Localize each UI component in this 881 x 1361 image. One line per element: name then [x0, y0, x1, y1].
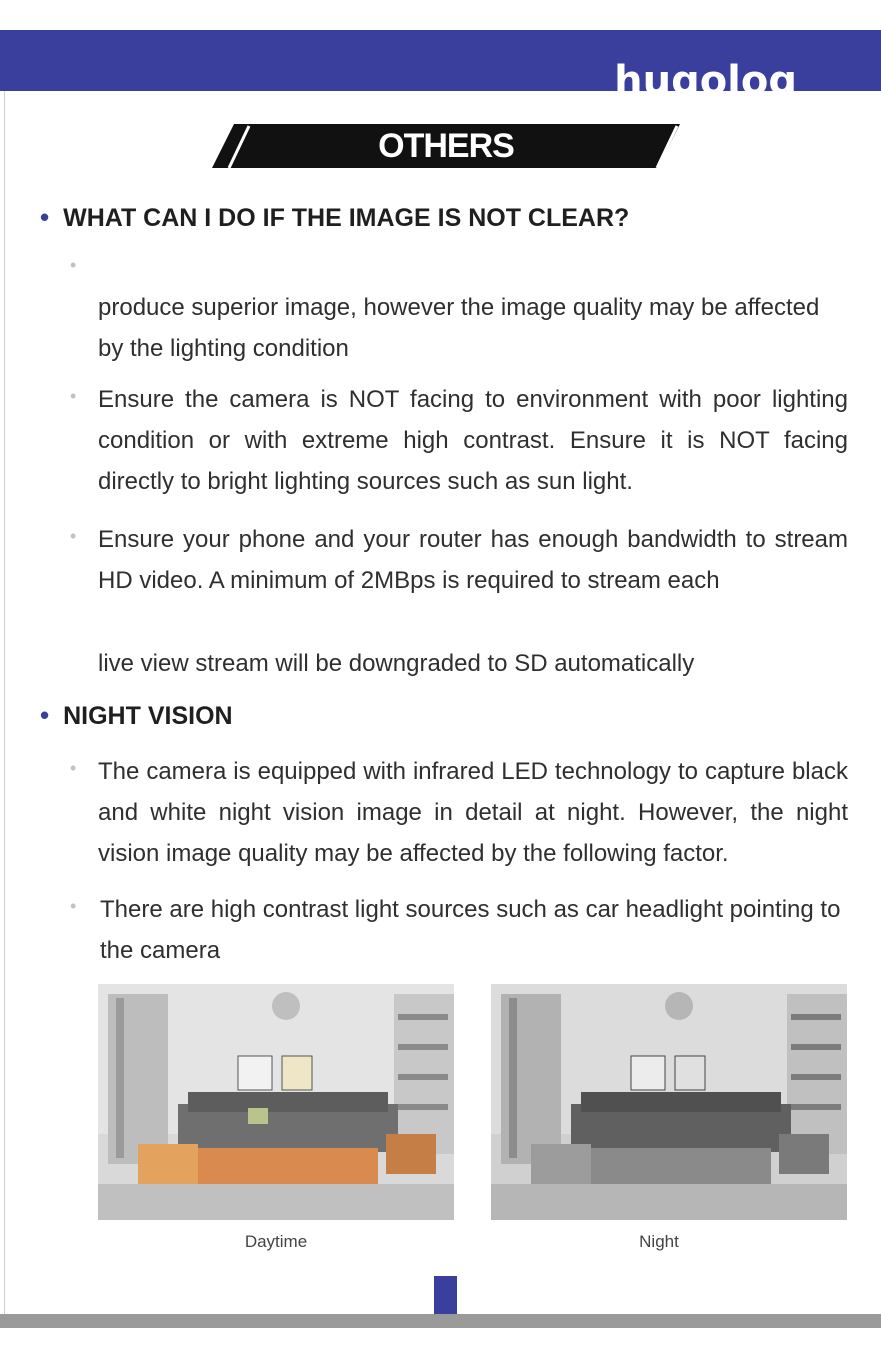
night-photo [491, 984, 847, 1220]
paragraph-image-quality: produce superior image, however the image quality may be affected by the lighting condition [98, 294, 820, 362]
paragraph-lighting: Ensure the camera is NOT facing to environment with poor lighting condition or with extreme high contrast. Ensure it is NOT facing directly to bright lighting sources such as sun light. [98, 386, 848, 495]
hugolog-logo: hugolog [614, 58, 797, 104]
sub-bullet-dot: • [70, 386, 77, 406]
page-number-tab [434, 1276, 457, 1316]
paragraph-bandwidth: Ensure your phone and your router has enough bandwidth to stream HD video. A minimum of 2MBps is required to stream each [98, 526, 848, 594]
paragraph-infrared: The camera is equipped with infrared LED technology to capture black and white night vision image in detail at night. However, the night vision image quality may be affected by the following factor. [98, 758, 848, 867]
daytime-photo [98, 984, 454, 1220]
bullet-dot: • [40, 202, 50, 232]
daytime-caption: Daytime [244, 1232, 308, 1251]
night-caption: Night [639, 1232, 679, 1251]
header-bar [0, 30, 881, 104]
page-left-rule [4, 30, 5, 1320]
section-heading-text: NIGHT VISION [63, 702, 233, 730]
section-heading-image-not-clear [40, 202, 629, 233]
sub-bullet-dot: • [70, 758, 77, 778]
title-banner [212, 124, 680, 168]
footer-bar [0, 1314, 881, 1328]
section-heading-night-vision [40, 700, 233, 731]
page-title: OTHERS [378, 127, 514, 165]
sub-bullet-dot: • [70, 526, 77, 546]
bullet-dot: • [40, 700, 50, 730]
section-heading-text: WHAT CAN I DO IF THE IMAGE IS NOT CLEAR? [63, 204, 630, 232]
paragraph-bandwidth-continued: live view stream will be downgraded to SD automatically [98, 650, 695, 677]
paragraph-headlight: There are high contrast light sources such as car headlight pointing to the camera [100, 896, 841, 964]
sub-bullet-dot: • [70, 896, 77, 916]
sub-bullet-dot: • [70, 255, 77, 275]
